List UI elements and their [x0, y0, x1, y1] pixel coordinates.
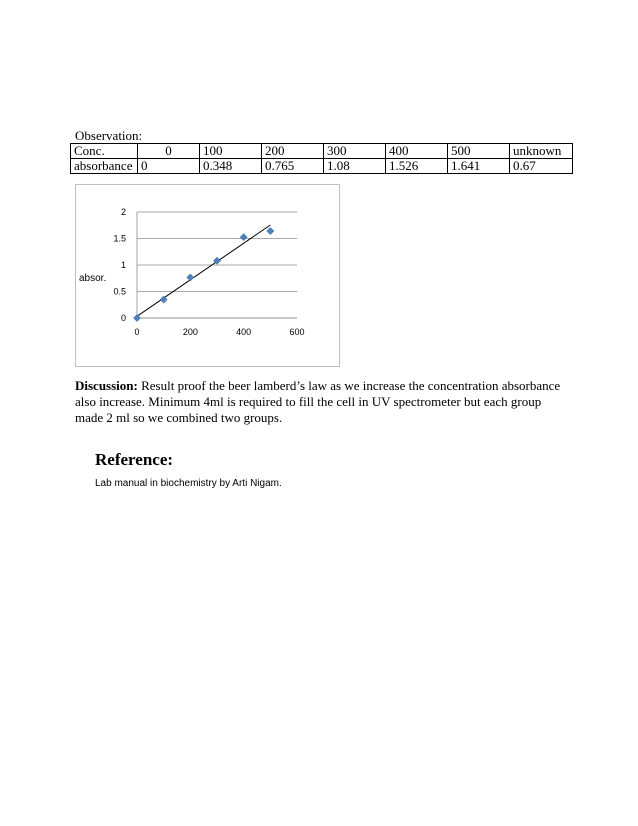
table-cell: 300 — [324, 144, 386, 159]
table-cell: 200 — [262, 144, 324, 159]
table-cell: Conc. — [71, 144, 138, 159]
x-tick-label: 200 — [182, 327, 198, 337]
data-point — [133, 314, 140, 321]
discussion-heading: Discussion: — [75, 378, 138, 393]
data-point — [240, 234, 247, 241]
table-cell: 0 — [138, 144, 200, 159]
x-tick-label: 600 — [289, 327, 305, 337]
table-cell: 100 — [200, 144, 262, 159]
observation-table — [70, 143, 573, 174]
x-tick-label: 400 — [236, 327, 252, 337]
table-cell: absorbance — [71, 159, 138, 174]
table-cell: 1.526 — [386, 159, 448, 174]
data-point — [267, 227, 274, 234]
reference-title: Reference: — [95, 450, 174, 469]
discussion-paragraph — [75, 378, 565, 426]
observation-label: Observation: — [75, 128, 143, 143]
y-axis-label: absor. — [79, 273, 107, 284]
data-point — [160, 296, 167, 303]
y-tick-label: 0 — [120, 313, 126, 323]
table-row — [71, 159, 573, 174]
table-cell: 1.641 — [448, 159, 510, 174]
table-cell: unknown — [510, 144, 573, 159]
table-cell: 400 — [386, 144, 448, 159]
x-tick-label: 0 — [134, 327, 140, 337]
table-cell: 0.67 — [510, 159, 573, 174]
data-point — [187, 274, 194, 281]
chart-svg — [76, 185, 339, 366]
absorbance-chart — [75, 184, 340, 367]
table-cell: 0.765 — [262, 159, 324, 174]
y-tick-label: 1.5 — [113, 233, 126, 244]
table-cell: 0.348 — [200, 159, 262, 174]
table-cell: 1.08 — [324, 159, 386, 174]
y-tick-label: 0.5 — [113, 286, 126, 297]
reference-text: Lab manual in biochemistry by Arti Nigam. — [95, 478, 282, 489]
table-row — [71, 144, 573, 159]
table-cell: 500 — [448, 144, 510, 159]
y-tick-label: 2 — [120, 207, 126, 217]
y-tick-label: 1 — [120, 260, 126, 270]
table-cell: 0 — [138, 159, 200, 174]
discussion-text: Result proof the beer lamberd’s law as we increase the concentration absorbance also increase. Minimum 4ml is required to fill the cell in UV spectrometer but each group made 2 ml so we combined two groups. — [75, 378, 561, 425]
